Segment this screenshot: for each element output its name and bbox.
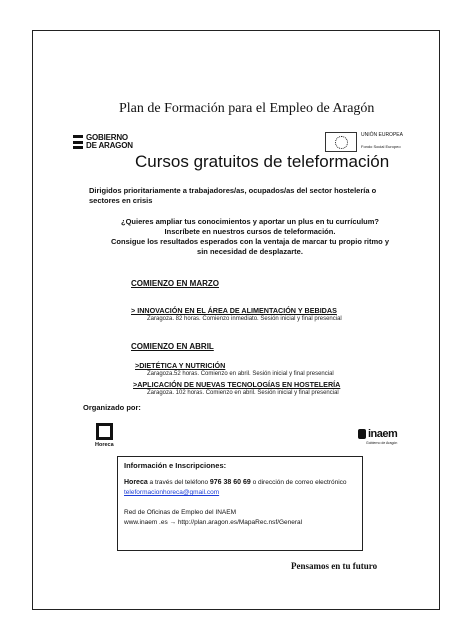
course-title: > INNOVACIÓN EN EL ÁREA DE ALIMENTACIÓN Y BEBIDAS <box>131 306 337 315</box>
target-audience-text: Dirigidos prioritariamente a trabajadores/as, ocupados/as del sector hostelería o sectores en crisis <box>89 186 377 205</box>
horeca-logo-text: Horeca <box>95 442 114 448</box>
gobierno-logo-line2: DE ARAGON <box>86 141 133 150</box>
course-title: >APLICACIÓN DE NUEVAS TECNOLOGÍAS EN HOSTELERÍA <box>133 380 341 389</box>
eu-flag-icon <box>325 132 357 152</box>
main-title: Cursos gratuitos de teleformación <box>135 152 390 171</box>
info-phone-suffix: o dirección de correo electrónico <box>250 479 347 486</box>
course-title: >DIETÉTICA Y NUTRICIÓN <box>135 361 226 370</box>
info-phone-prefix: Horeca <box>124 479 148 486</box>
question-line-2: Inscríbete en nuestros cursos de teleformación. <box>164 227 336 236</box>
gobierno-emblem-icon <box>73 135 83 149</box>
info-box <box>117 456 363 551</box>
gobierno-logo-line1: GOBIERNO <box>86 133 128 142</box>
inaem-logo-text: inaem <box>368 428 398 440</box>
plan-title: Plan de Formación para el Empleo de Aragón <box>119 101 375 116</box>
inaem-logo <box>358 428 397 440</box>
flyer-page <box>32 30 440 610</box>
section-heading-abril: COMIENZO EN ABRIL <box>131 342 214 351</box>
organized-by-label: Organizado por: <box>83 403 141 412</box>
inaem-logo-subtext: Gobierno de Aragón <box>366 441 398 445</box>
horeca-logo <box>95 423 114 448</box>
eu-fund: Fondo Social Europeo <box>361 144 401 149</box>
footer-slogan: Pensamos en tu futuro <box>291 561 378 571</box>
gobierno-aragon-logo <box>73 134 133 150</box>
inaem-emblem-icon <box>358 429 366 439</box>
course-detail: Zaragoza. 102 horas. Comienzo en abril. Sesión inicial y final presencial <box>147 390 339 396</box>
info-phone-line <box>124 479 347 486</box>
eu-title: UNIÓN EUROPEA <box>361 132 403 138</box>
info-email-link[interactable]: teleformacionhoreca@gmail.com <box>124 489 220 496</box>
eu-logo <box>325 132 403 152</box>
info-url[interactable]: www.inaem .es → http://plan.aragon.es/MapaRec.nsf/General <box>124 519 303 526</box>
question-block <box>105 217 395 257</box>
info-office-network: Red de Oficinas de Empleo del INAEM <box>124 509 236 516</box>
horeca-emblem-icon <box>96 423 113 440</box>
question-line-1: ¿Quieres ampliar tus conocimientos y aportar un plus en tu currículum? <box>121 217 379 226</box>
course-detail: Zaragoza. 82 horas. Comienzo inmediato. Sesión inicial y final presencial <box>147 316 342 322</box>
section-heading-marzo: COMIENZO EN MARZO <box>131 279 219 288</box>
question-line-3: Consigue los resultados esperados con la ventaja de marcar tu propio ritmo y sin necesidad de desplazarte. <box>111 237 389 256</box>
info-phone-number: 976 38 60 69 <box>209 479 251 486</box>
info-phone-mid: a través del teléfono <box>147 479 210 486</box>
course-detail: Zaragoza.52 horas. Comienzo en abril. Sesión inicial y final presencial <box>147 371 334 377</box>
info-heading: Información e Inscripciones: <box>124 461 227 470</box>
